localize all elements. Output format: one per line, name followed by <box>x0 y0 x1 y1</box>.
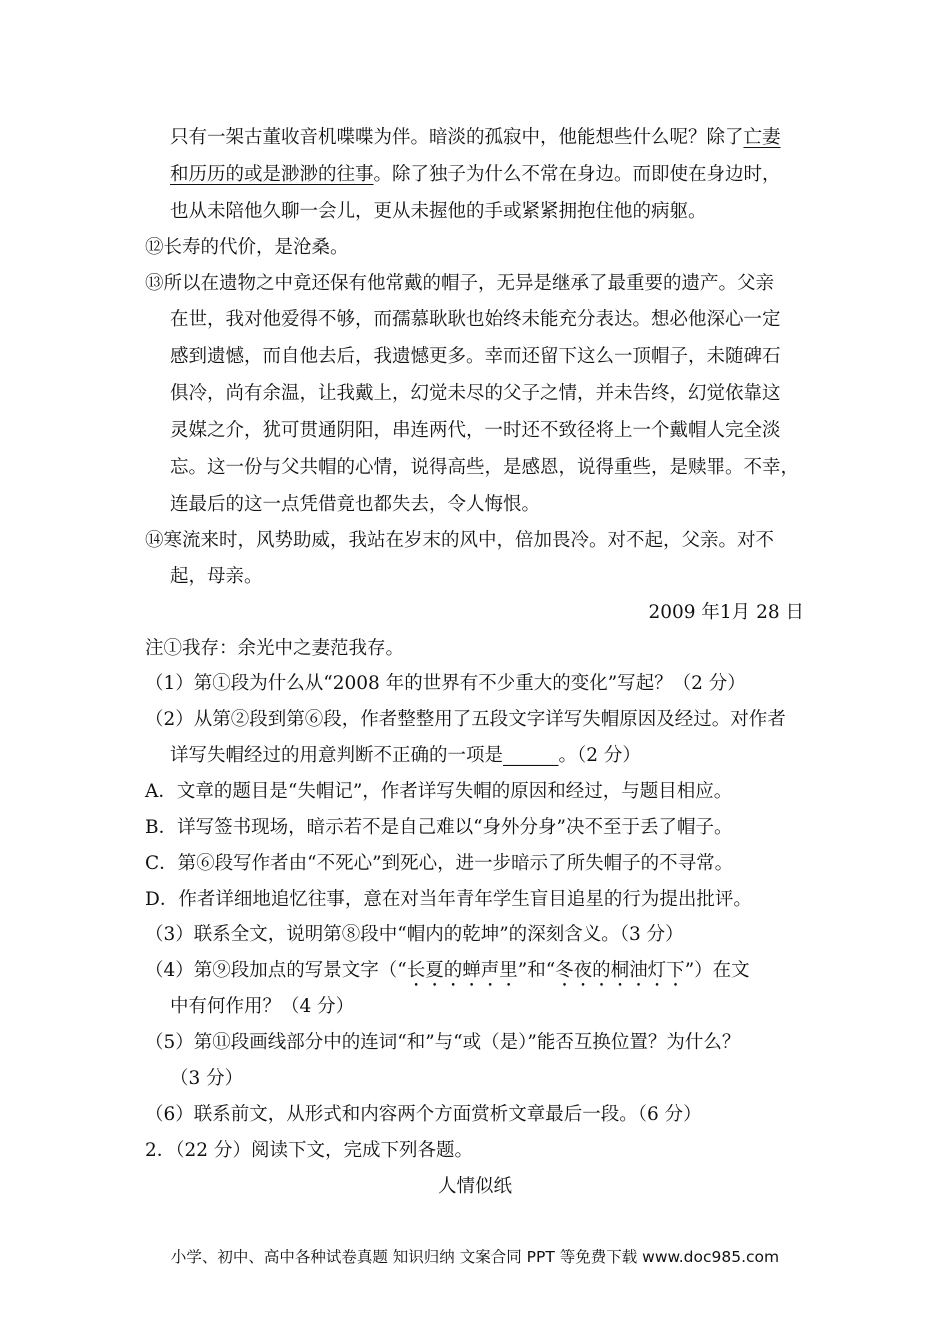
p13-line-1: ⑬所以在遗物之中竟还保有他常戴的帽子，无异是继承了最重要的遗产。父亲 <box>145 273 775 294</box>
question-2-line-2 <box>170 743 641 769</box>
p13-line-2: 在世，我对他爱得不够，而孺慕耿耿也始终未能充分表达。想必他深心一定 <box>170 309 781 330</box>
p11-underlined-text: 亡妻 <box>743 127 781 148</box>
p13-line-7: 连最后的这一点凭借竟也都失去，令人悔恨。 <box>170 494 541 515</box>
option-d: D．作者详细地追忆往事，意在对当年青年学生盲目追星的行为提出批评。 <box>145 889 752 910</box>
dotted-quote-1: 长夏的蝉声里 <box>406 960 518 981</box>
question-3: （3）联系全文，说明第⑧段中“帽内的乾坤”的深刻含义。（3 分） <box>145 924 684 945</box>
option-a: A．文章的题目是“失帽记”，作者详写失帽的原因和经过，与题目相应。 <box>145 781 733 802</box>
question-4-text: （4）第⑨段加点的写景文字（“ <box>145 960 407 981</box>
p11-text: 只有一架古董收音机喋喋为伴。暗淡的孤寂中，他能想些什么呢？除了 <box>170 127 744 148</box>
dotted-quote-2: 冬夜的桐油灯下 <box>555 960 685 981</box>
question-4-line-1 <box>145 958 750 991</box>
question-5-line-1: （5）第⑪段画线部分中的连词“和”与“或（是）”能否互换位置？为什么？ <box>145 1032 741 1053</box>
p11-underlined-text: 和历历的或是渺渺的往事 <box>170 164 374 185</box>
question-6: （6）联系前文，从形式和内容两个方面赏析文章最后一段。（6 分） <box>145 1104 702 1125</box>
answer-blank: ______ <box>503 745 559 766</box>
p13-line-4: 俱冷，尚有余温，让我戴上，幻觉未尽的父子之情，并未告终，幻觉依靠这 <box>170 383 781 404</box>
p14-line-1: ⑭寒流来时，风势助威，我站在岁末的风中，倍加畏冷。对不起，父亲。对不 <box>145 530 775 551</box>
question-2-line-1: （2）从第②段到第⑥段，作者整整用了五段文字详写失帽原因及经过。对作者 <box>145 709 786 730</box>
question-2-text: 详写失帽经过的用意判断不正确的一项是 <box>170 745 504 766</box>
question-4-line-2: 中有何作用？（4 分） <box>170 996 355 1017</box>
p14-line-2: 起，母亲。 <box>170 566 263 587</box>
p12-line: ⑫长寿的代价，是沧桑。 <box>145 237 349 258</box>
p13-line-3: 感到遗憾，而自他去后，我遗憾更多。幸而还留下这么一顶帽子，未随碑石 <box>170 346 781 367</box>
page-footer: 小学、初中、高中各种试卷真题 知识归纳 文案合同 PPT 等免费下载 www.doc985.com <box>170 1248 780 1266</box>
p11-line-2 <box>170 162 781 188</box>
p11-line-1 <box>170 125 781 151</box>
section-2-heading: 2．（22 分）阅读下文，完成下列各题。 <box>145 1140 473 1161</box>
p13-line-5: 灵媒之介，犹可贯通阴阳，串连两代，一时还不致径将上一个戴帽人完全淡 <box>170 420 781 441</box>
section-2-title: 人情似纸 <box>437 1176 512 1197</box>
option-b: B．详写签书现场，暗示若不是自己难以“身外分身”决不至于丢了帽子。 <box>145 817 733 838</box>
p11-text: 。除了独子为什么不常在身边。而即使在身边时， <box>373 164 781 185</box>
date-line: 2009 年1月 28 日 <box>648 602 804 623</box>
footnote: 注①我存：余光中之妻范我存。 <box>145 638 405 659</box>
option-c: C．第⑥段写作者由“不死心”到死心，进一步暗示了所失帽子的不寻常。 <box>145 853 734 874</box>
question-4-text: ”）在文 <box>684 960 750 981</box>
p11-line-3: 也从未陪他久聊一会儿，更从未握他的手或紧紧拥抱住他的病躯。 <box>170 201 707 222</box>
question-1: （1）第①段为什么从“2008 年的世界有不少重大的变化”写起？（2 分） <box>145 673 746 694</box>
question-2-points: 。（2 分） <box>558 745 641 766</box>
question-4-text: ”和“ <box>517 960 556 981</box>
p13-line-6: 忘。这一份与父共帽的心情，说得高些，是感恩，说得重些，是赎罪。不幸， <box>170 457 800 478</box>
question-5-line-2: （3 分） <box>170 1068 244 1089</box>
